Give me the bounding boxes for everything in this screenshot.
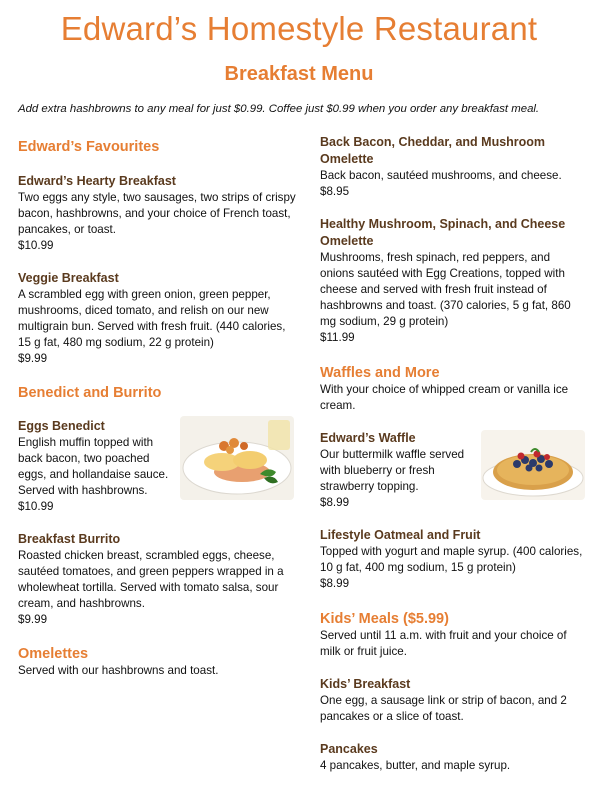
item-price: $8.99 [320,577,350,590]
section-description: With your choice of whipped cream or vanilla ice cream. [320,383,569,412]
item-price: $10.99 [18,500,54,513]
item-description: A scrambled egg with green onion, green pepper, mushrooms, diced tomato, and relish on our new multigrain bun. Served with fresh fruit. (440 calories, 15 g fat, 480 mg sodium, 22 g protein) [18,288,286,349]
menu-item [320,527,585,592]
section-heading-omelettes: Omelettes [18,646,89,662]
section-heading-kids: Kids’ Meals ($5.99) [320,611,449,627]
section-heading-favourites: Edward’s Favourites [18,139,160,155]
item-name: Healthy Mushroom, Spinach, and Cheese Omelette [320,217,566,248]
item-name: Lifestyle Oatmeal and Fruit [320,528,481,542]
item-description: Mushrooms, fresh spinach, red peppers, and onions sautéed with Egg Creations, topped with cheese and served with fresh fruit instead of hashbrowns and toast. (370 calories, 5 g fat, 860 mg sodium, 29 g protein) [320,251,571,328]
item-price: $8.99 [320,496,350,509]
item-description: One egg, a sausage link or strip of bacon, and 2 pancakes or a slice of toast. [320,694,567,723]
item-price: $9.99 [18,352,48,365]
menu-item [320,134,585,200]
item-price: $11.99 [320,331,355,344]
item-name: Edward’s Waffle [320,431,416,445]
eggs-benedict-photo [180,416,294,500]
item-price: $9.99 [18,613,48,626]
menu-item [18,173,298,254]
item-name: Eggs Benedict [18,419,105,433]
item-name: Back Bacon, Cheddar, and Mushroom Omelette [320,135,546,166]
item-price: $8.95 [320,185,350,198]
menu-item [18,531,298,628]
item-name: Kids’ Breakfast [320,677,411,691]
intro-text: Add extra hashbrowns to any meal for just $0.99. Coffee just $0.99 when you order any breakfast meal. [18,103,540,115]
item-description: Our buttermilk waffle served with blueberry or fresh strawberry topping. [320,448,465,493]
restaurant-title: Edward’s Homestyle Restaurant [60,10,538,47]
menu-item [18,418,298,515]
menu-item [320,216,585,346]
section-description: Served with our hashbrowns and toast. [18,664,219,677]
item-name: Veggie Breakfast [18,271,119,285]
item-name: Pancakes [320,742,378,756]
right-column [320,132,585,774]
section-description: Served until 11 a.m. with fruit and your choice of milk or fruit juice. [320,629,567,658]
item-description: 4 pancakes, butter, and maple syrup. [320,759,511,772]
menu-item [320,430,585,511]
item-description: Topped with yogurt and maple syrup. (400 calories, 10 g fat, 400 mg sodium, 15 g protein) [320,545,583,574]
item-name: Edward’s Hearty Breakfast [18,174,176,188]
menu-item [18,270,298,367]
item-description: English muffin topped with back bacon, two poached eggs, and hollandaise sauce. Served with hashbrowns. [18,436,169,497]
menu-item [320,741,585,774]
item-name: Breakfast Burrito [18,532,121,546]
left-column [18,132,298,679]
waffle-photo [481,430,585,500]
menu-item [320,676,585,725]
menu-subtitle: Breakfast Menu [224,63,374,85]
section-heading-benedict: Benedict and Burrito [18,385,162,401]
item-description: Back bacon, sautéed mushrooms, and cheese. [320,169,562,182]
item-description: Roasted chicken breast, scrambled eggs, cheese, sautéed tomatoes, and green peppers wrapped in a wholewheat tortilla. Served with tomato salsa, sour cream, and hashbrowns. [18,549,284,610]
item-description: Two eggs any style, two sausages, two strips of crispy bacon, hashbrowns, and your choice of French toast, pancakes, or toast. [18,191,296,236]
section-heading-waffles: Waffles and More [320,365,440,381]
item-price: $10.99 [18,239,54,252]
